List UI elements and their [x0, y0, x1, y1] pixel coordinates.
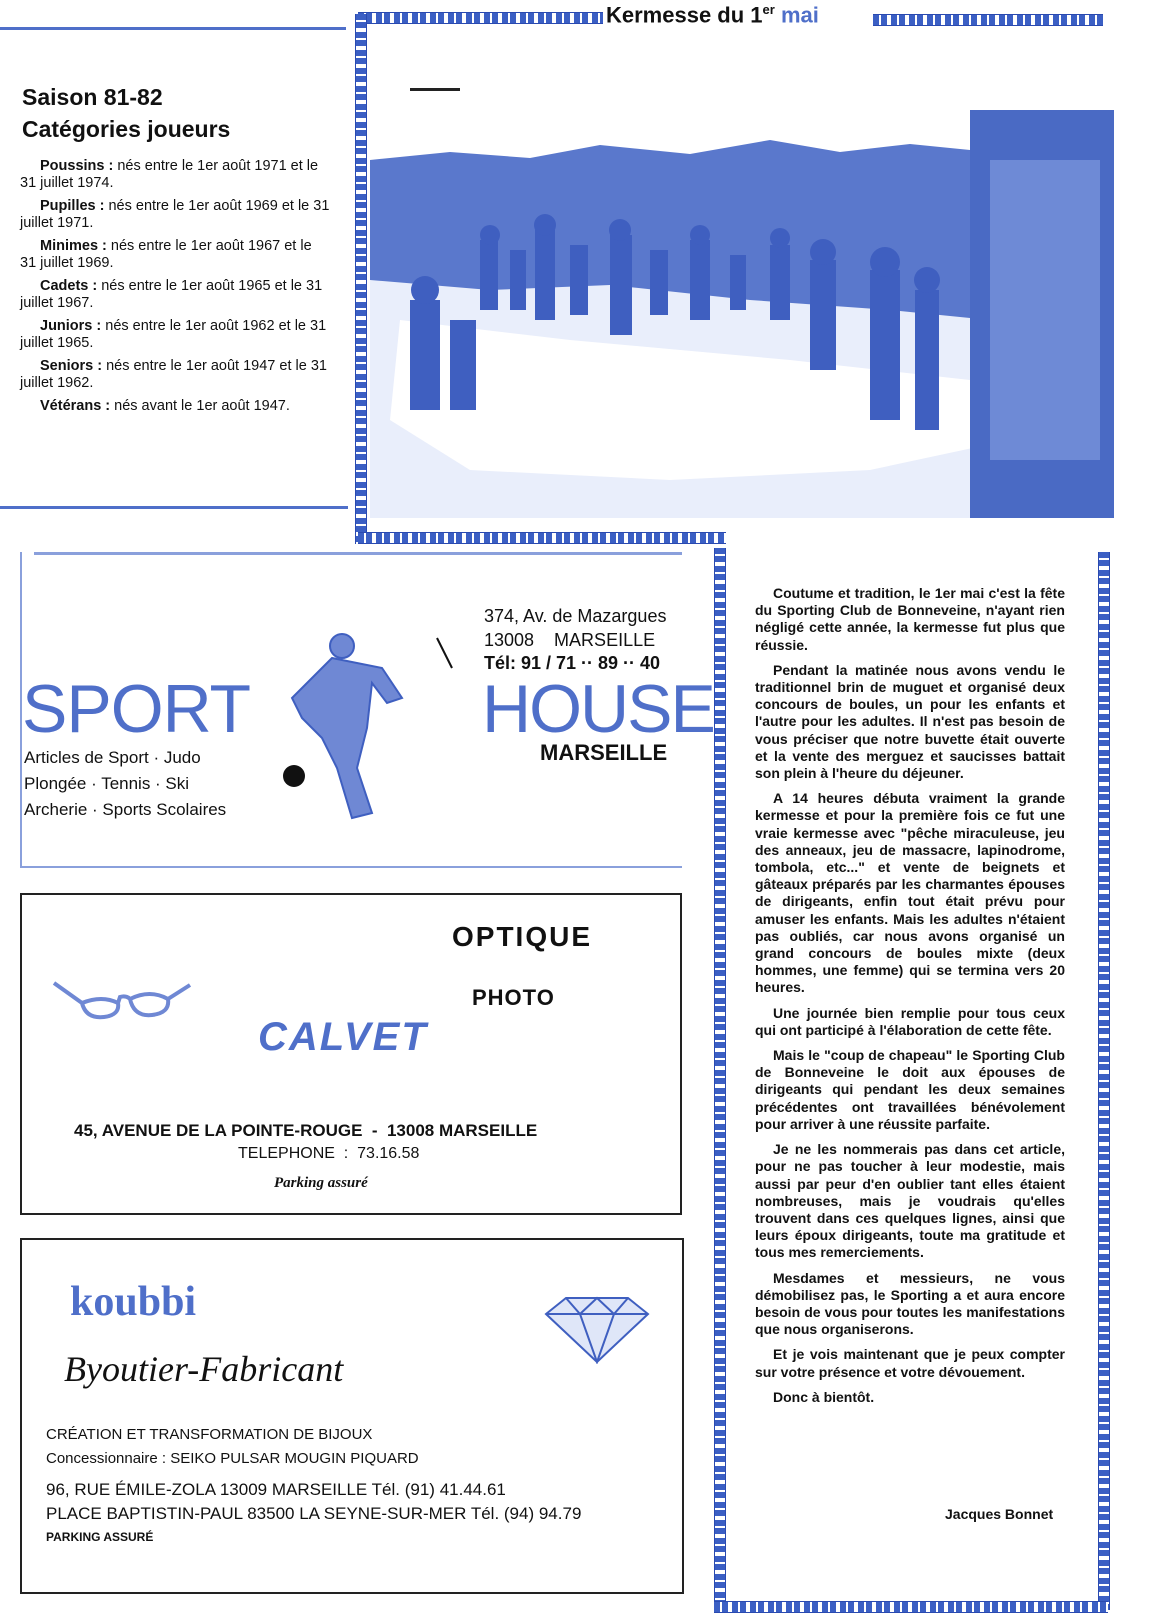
sport-address2: 13008 MARSEILLE	[484, 630, 656, 650]
koubbi-line3: 96, RUE ÉMILE-ZOLA 13009 MARSEILLE Tél. (91) 41.44.61	[46, 1480, 506, 1499]
category-item	[20, 158, 330, 192]
sport-line1: Articles de Sport · Judo	[24, 748, 201, 767]
sport-line2: Plongée · Tennis · Ski	[24, 774, 190, 793]
optique-phone: TELEPHONE : 73.16.58	[238, 1145, 420, 1162]
sport-line3: Archerie · Sports Scolaires	[24, 800, 227, 819]
ad-koubbi	[20, 1238, 684, 1594]
glasses-icon	[52, 975, 192, 1025]
sport-logo-right: HOUSE	[482, 671, 714, 747]
category-item	[20, 318, 330, 352]
koubbi-parking: PARKING ASSURÉ	[46, 1530, 154, 1544]
sport-phone: Tél: 91 / 71 ·· 89 ·· 40	[484, 653, 661, 673]
categories-title-2: Catégories joueurs	[22, 116, 231, 142]
category-item	[20, 198, 330, 232]
category-dates: nés entre le 1er août 1962 et le 31 juillet 1965.	[20, 318, 327, 351]
category-dates: nés entre le 1er août 1947 et le 31 juillet 1962.	[20, 358, 327, 391]
category-name: Pupilles :	[40, 198, 105, 214]
optique-brand: CALVET	[258, 1015, 428, 1059]
article-body	[755, 585, 1065, 1414]
koubbi-tagline: Byoutier-Fabricant	[64, 1349, 344, 1389]
categories-title-1: Saison 81-82	[22, 84, 163, 110]
article-chain-left	[714, 548, 726, 1610]
optique-subtitle: PHOTO	[472, 985, 555, 1010]
article-chain-right	[1098, 552, 1110, 1610]
optique-title: OPTIQUE	[452, 921, 593, 952]
category-name: Vétérans :	[40, 398, 111, 414]
boules-player-illustration	[272, 628, 472, 828]
article-paragraph: Une journée bien remplie pour tous ceux qui ont participé à l'élaboration de cette fête.	[755, 1004, 1065, 1038]
photo-chain-left	[355, 14, 367, 544]
koubbi-line2: Concessionnaire : SEIKO PULSAR MOUGIN PIQUARD	[46, 1450, 419, 1467]
category-dates: nés entre le 1er août 1971 et le 31 juillet 1974.	[20, 158, 319, 191]
article-paragraph: Donc à bientôt.	[773, 1388, 875, 1405]
ad-optique	[20, 893, 682, 1215]
category-item	[20, 278, 330, 312]
category-name: Seniors :	[40, 358, 103, 374]
optique-parking: Parking assuré	[274, 1175, 368, 1191]
article-paragraph: Et je vois maintenant que je peux compter sur votre présence et votre dévouement.	[755, 1346, 1065, 1380]
category-name: Minimes :	[40, 238, 107, 254]
koubbi-line4: PLACE BAPTISTIN-PAUL 83500 LA SEYNE-SUR-MER Tél. (94) 94.79	[46, 1504, 582, 1523]
diamond-icon	[542, 1294, 652, 1364]
article-paragraph: Pendant la matinée nous avons vendu le traditionnel brin de muguet et organisé deux concours de boules, un pour les enfants et l'autre pour les adultes. Il n'est pas besoin de vous préciser que notre buvette était ouverte et la vente des merguez et saucisses battait son plein à l'heure du déjeuner.	[755, 661, 1065, 782]
category-dates: nés entre le 1er août 1965 et le 31 juillet 1967.	[20, 278, 323, 311]
article-paragraph: Mesdames et messieurs, ne vous démobilisez pas, le Sporting a et aura encore besoin de vous pour toutes les manifestations que nous organiserons.	[755, 1269, 1065, 1338]
category-name: Juniors :	[40, 318, 102, 334]
photo-kermesse	[370, 40, 1114, 518]
category-dates: nés entre le 1er août 1967 et le 31 juillet 1969.	[20, 238, 312, 271]
header-chain-left	[358, 12, 603, 24]
article-paragraph: A 14 heures débuta vraiment la grande kermesse et pour la première fois ce fut une vraie kermesse avec "pêche miraculeuse, jeu des anneaux, jeu de massacre, lapinodrome, tombola, etc..." et vente de beignets et gâteaux préparés par les charmantes épouses de dirigeants, enfin tout était prévu pour amuser les enfants. Mais les adultes n'étaient pas oubliés, car nous avons organisé un grand concours de boules mixte (deux hommes, une femme) qui se termina vers 20 heures.	[755, 790, 1065, 996]
article-signature: Jacques Bonnet	[945, 1506, 1054, 1522]
category-item	[20, 238, 330, 272]
category-name: Poussins :	[40, 158, 114, 174]
article-chain-bottom	[714, 1601, 1108, 1613]
category-item	[20, 398, 330, 415]
sport-city: MARSEILLE	[540, 740, 668, 765]
article-paragraph: Je ne les nommerais pas dans cet article, pour ne pas toucher à leur modestie, mais aussi par peur d'en oublier tant elles étaient nombreuses, mais je voudrais qu'elles trouvent dans ces quelques lignes, ainsi que leurs époux dirigeants, toute ma gratitude et tous mes remerciements.	[755, 1141, 1065, 1261]
sport-address1: 374, Av. de Mazargues	[484, 606, 667, 626]
categories-bottom-rule	[0, 506, 348, 509]
photo-kermesse-drawing	[370, 40, 1114, 518]
category-dates: nés entre le 1er août 1969 et le 31 juillet 1971.	[20, 198, 330, 231]
header-title: Kermesse du 1er mai	[606, 2, 819, 28]
optique-address: 45, AVENUE DE LA POINTE-ROUGE - 13008 MARSEILLE	[74, 1121, 538, 1140]
category-item	[20, 358, 330, 392]
photo-chain-bottom	[358, 532, 726, 544]
article-paragraph: Mais le "coup de chapeau" le Sporting Club de Bonneveine le doit aux épouses de dirigeants qui pendant les deux semaines précédentes ont travaillées bénévolement pour arriver à une réussite parfaite.	[755, 1047, 1065, 1132]
koubbi-brand: koubbi	[70, 1279, 197, 1325]
category-name: Cadets :	[40, 278, 98, 294]
sport-top-rule	[34, 552, 682, 555]
header-chain-right	[873, 14, 1103, 26]
article-paragraph: Coutume et tradition, le 1er mai c'est la fête du Sporting Club de Bonneveine, n'ayant rien négligé cette année, la kermesse fut plus que réussie.	[755, 585, 1065, 653]
koubbi-line1: CRÉATION ET TRANSFORMATION DE BIJOUX	[46, 1426, 373, 1443]
categories-list	[20, 158, 330, 421]
ad-sport-house	[20, 552, 714, 868]
sport-logo-left: SPORT	[22, 671, 251, 747]
top-rule-left	[0, 27, 346, 30]
category-dates: nés avant le 1er août 1947.	[110, 398, 290, 414]
